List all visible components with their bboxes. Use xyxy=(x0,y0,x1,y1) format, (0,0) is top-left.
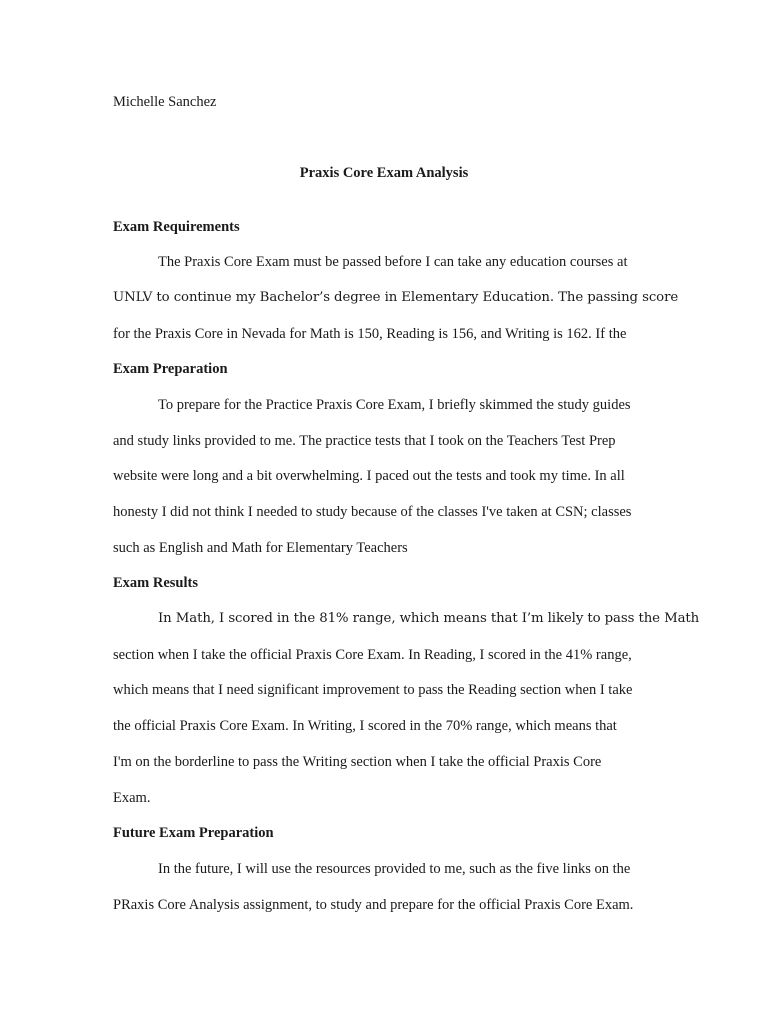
paragraph-line: In Math, I scored in the 81% range, which means that I’m likely to pass the Math xyxy=(158,611,700,626)
section-heading-exam-results: Exam Results xyxy=(113,575,198,591)
paragraph-line: website were long and a bit overwhelming. I paced out the tests and took my time. In all xyxy=(113,468,625,484)
paragraph-line: In the future, I will use the resources provided to me, such as the five links on the xyxy=(158,861,631,877)
paragraph-line: UNLV to continue my Bachelor’s degree in Elementary Education. The passing score xyxy=(113,290,679,305)
paragraph-line: PRaxis Core Analysis assignment, to study and prepare for the official Praxis Core Exam. xyxy=(113,897,634,913)
paragraph-line: for the Praxis Core in Nevada for Math is 150, Reading is 156, and Writing is 162. If the xyxy=(113,326,627,342)
document-title: Praxis Core Exam Analysis xyxy=(299,165,469,181)
author-name: Michelle Sanchez xyxy=(113,94,217,110)
paragraph-line: which means that I need significant improvement to pass the Reading section when I take xyxy=(113,682,633,698)
paragraph-line: such as English and Math for Elementary Teachers xyxy=(113,540,408,556)
paragraph-line: section when I take the official Praxis Core Exam. In Reading, I scored in the 41% range, xyxy=(113,647,632,663)
section-heading-future-exam-preparation: Future Exam Preparation xyxy=(113,825,274,841)
section-heading-exam-requirements: Exam Requirements xyxy=(113,219,240,235)
section-heading-exam-preparation: Exam Preparation xyxy=(113,361,228,377)
paragraph-line: Exam. xyxy=(113,790,151,806)
paragraph-line: the official Praxis Core Exam. In Writing, I scored in the 70% range, which means that xyxy=(113,718,617,734)
paragraph-line: To prepare for the Practice Praxis Core Exam, I briefly skimmed the study guides xyxy=(158,397,631,413)
paragraph-line: and study links provided to me. The practice tests that I took on the Teachers Test Prep xyxy=(113,433,616,449)
paragraph-line: The Praxis Core Exam must be passed before I can take any education courses at xyxy=(158,254,628,270)
paragraph-line: honesty I did not think I needed to study because of the classes I've taken at CSN; classes xyxy=(113,504,632,520)
paragraph-line: I'm on the borderline to pass the Writing section when I take the official Praxis Core xyxy=(113,754,602,770)
